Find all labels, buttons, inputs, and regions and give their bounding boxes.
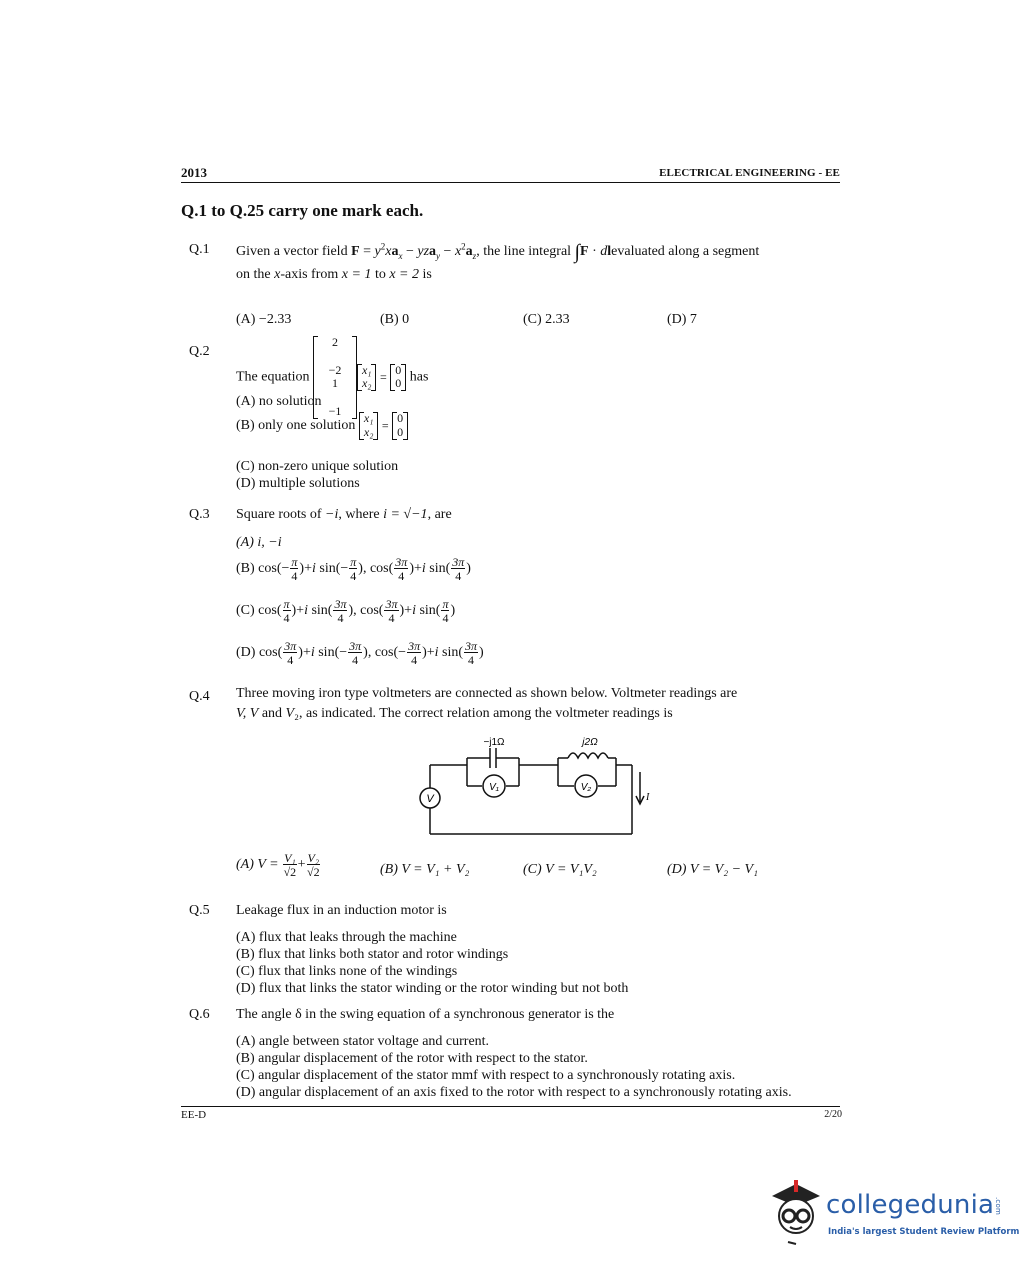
- question-number-2: Q.2: [189, 344, 210, 359]
- label-v2: V₂: [580, 782, 592, 793]
- question-4-line-2: V, V and V₂, as indicated. The correct relation among the voltmeter readings is: [236, 706, 673, 721]
- question-number-3: Q.3: [189, 507, 210, 522]
- question-number-4: Q.4: [189, 689, 210, 704]
- paper-code: EE-D: [181, 1109, 207, 1121]
- brand-tagline: India's largest Student Review Platform: [828, 1227, 1020, 1237]
- section-heading: Q.1 to Q.25 carry one mark each.: [181, 201, 424, 220]
- question-1-line-1: Given a vector field $F = y^2xa_x - yza_y - x^2a_z$, the line integral ∫F · dlevaluated along a segment: [236, 241, 760, 263]
- q3-option-c[interactable]: (C) cos( $\frac{\pi}{4}$ )+i sin( $\frac{3\pi}{4}$ ), cos( $\frac{3\pi}{4}$ )+i sin( $\frac{\pi}{4}$ ): [236, 597, 456, 625]
- q6-option-c[interactable]: (C) angular displacement of the stator mmf with respect to a synchronously rotating axis.: [236, 1068, 736, 1083]
- zero-vector: 0 0: [390, 364, 406, 392]
- question-number-6: Q.6: [189, 1007, 210, 1022]
- q2-option-c[interactable]: (C) non-zero unique solution: [236, 459, 399, 474]
- question-number-5: Q.5: [189, 903, 210, 918]
- question-1-line-2: on the x-axis from x = 1 to x = 2 is: [236, 267, 432, 282]
- label-current: I: [646, 792, 650, 803]
- header-divider: [181, 182, 840, 183]
- question-2-equation: The equation 2 −2 1 −1 x₁ x₂ = 0 0 has: [236, 335, 429, 418]
- voltmeter-circuit-diagram: [410, 730, 650, 840]
- question-4-line-1: Three moving iron type voltmeters are connected as shown below. Voltmeter readings are: [236, 686, 738, 701]
- page-number: 2/20: [824, 1109, 842, 1120]
- zero-vector-b: 0 0: [392, 412, 408, 440]
- question-3-stem: Square roots of −i, where i = √−1, are: [236, 507, 452, 522]
- q2-option-d[interactable]: (D) multiple solutions: [236, 476, 360, 491]
- q6-option-b[interactable]: (B) angular displacement of the rotor with respect to the stator.: [236, 1051, 588, 1066]
- q3-option-d[interactable]: (D) cos( $\frac{3\pi}{4}$ )+i sin(− $\frac{3\pi}{4}$ ), cos(− $\frac{3\pi}{4}$ )+i sin( $\frac{3\pi}{4}$ ): [236, 639, 484, 667]
- q5-option-d[interactable]: (D) flux that links the stator winding or the rotor winding but not both: [236, 981, 629, 996]
- q4-option-b[interactable]: (B) V = V₁ + V₂: [380, 862, 470, 877]
- footer-divider: [181, 1106, 840, 1107]
- q6-option-d[interactable]: (D) angular displacement of an axis fixed to the rotor with respect to a synchronously rotating axis.: [236, 1085, 792, 1100]
- q6-option-a[interactable]: (A) angle between stator voltage and current.: [236, 1034, 490, 1049]
- brand-wordmark: collegedunia.com: [826, 1190, 1003, 1220]
- q4-option-c[interactable]: (C) V = V₁V₂: [523, 862, 597, 877]
- coefficient-matrix: 2 −2 1 −1: [313, 336, 357, 419]
- mascot-logo-icon: [766, 1176, 826, 1250]
- question-number-1: Q.1: [189, 242, 210, 257]
- q5-option-b[interactable]: (B) flux that links both stator and rotor windings: [236, 947, 509, 962]
- paper-title: ELECTRICAL ENGINEERING - EE: [659, 167, 840, 179]
- q2-option-b[interactable]: (B) only one solution x₁ x₂ = 0 0: [236, 412, 408, 440]
- q3-option-b[interactable]: (B) cos(− $\frac{\pi}{4}$ )+i sin(− $\frac{\pi}{4}$ ), cos( $\frac{3\pi}{4}$ )+i sin( $\frac{3\pi}{4}$ ): [236, 555, 471, 583]
- q3-option-a[interactable]: (A) i, −i: [236, 535, 282, 550]
- q5-option-c[interactable]: (C) flux that links none of the windings: [236, 964, 458, 979]
- q1-option-d[interactable]: (D) 7: [667, 312, 697, 327]
- q2-option-a[interactable]: (A) no solution: [236, 394, 322, 409]
- q1-option-c[interactable]: (C) 2.33: [523, 312, 570, 327]
- q4-option-d[interactable]: (D) V = V₂ − V₁: [667, 862, 758, 877]
- label-v: V: [426, 793, 434, 805]
- question-5-stem: Leakage flux in an induction motor is: [236, 903, 447, 918]
- label-v1: V₁: [489, 782, 499, 793]
- q5-option-a[interactable]: (A) flux that leaks through the machine: [236, 930, 457, 945]
- q4-option-a[interactable]: (A) V = $\frac{\text{V₁}}{√2}$ + $\frac{\text{V₂}}{√2}$: [236, 851, 320, 879]
- variable-vector-b: x₁ x₂: [359, 412, 379, 440]
- label-inductor: j2Ω: [582, 737, 598, 748]
- exam-year: 2013: [181, 165, 207, 180]
- variable-vector: x₁ x₂: [357, 364, 377, 392]
- label-capacitor: −j1Ω: [483, 737, 505, 748]
- question-6-stem: The angle δ in the swing equation of a synchronous generator is the: [236, 1007, 615, 1022]
- q1-option-a[interactable]: (A) −2.33: [236, 312, 292, 327]
- q1-option-b[interactable]: (B) 0: [380, 312, 410, 327]
